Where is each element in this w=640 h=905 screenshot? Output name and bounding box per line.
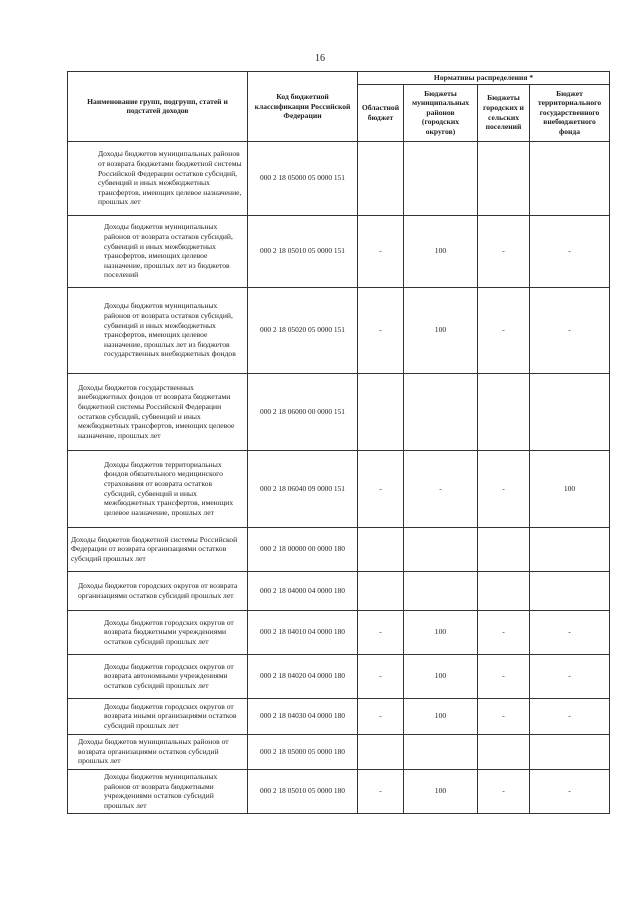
cell-regional	[358, 734, 404, 769]
row-code: 000 2 18 04030 04 0000 180	[248, 698, 358, 734]
row-name: Доходы бюджетов городских округов от возврата иными организациями остатков субсидий прошлых лет	[68, 698, 248, 734]
row-name: Доходы бюджетов муниципальных районов от возврата остатков субсидий, субвенций и иных межбюджетных трансфертов, имеющих целевое назначение, прошлых лет из бюджетов поселений	[68, 215, 248, 287]
cell-settlements: -	[478, 698, 530, 734]
cell-municipal	[404, 141, 478, 215]
table-row	[68, 215, 610, 287]
cell-settlements: -	[478, 287, 530, 373]
cell-fund: 100	[530, 450, 610, 527]
table-row	[68, 769, 610, 813]
cell-regional: -	[358, 287, 404, 373]
header-norms: Нормативы распределения *	[358, 72, 610, 85]
cell-fund	[530, 373, 610, 450]
row-code: 000 2 18 05020 05 0000 151	[248, 287, 358, 373]
header-code: Код бюджетной классификации Российской Федерации	[248, 72, 358, 142]
table-row	[68, 450, 610, 527]
cell-settlements	[478, 527, 530, 571]
cell-municipal: 100	[404, 769, 478, 813]
row-code: 000 2 18 00000 00 0000 180	[248, 527, 358, 571]
row-name: Доходы бюджетов муниципальных районов от возврата бюджетными учреждениями остатков субсидий прошлых лет	[68, 769, 248, 813]
table-row	[68, 141, 610, 215]
cell-regional: -	[358, 215, 404, 287]
header-name: Наименование групп, подгрупп, статей и подстатей доходов	[68, 72, 248, 142]
revenue-distribution-table	[67, 71, 610, 814]
cell-settlements: -	[478, 654, 530, 698]
cell-regional: -	[358, 698, 404, 734]
cell-fund	[530, 571, 610, 610]
row-name: Доходы бюджетов муниципальных районов от возврата бюджетами бюджетной системы Российской Федерации остатков субсидий, субвенций и иных межбюджетных трансфертов, имеющих целевое назначение, прошлых лет	[68, 141, 248, 215]
cell-settlements	[478, 373, 530, 450]
cell-municipal: 100	[404, 287, 478, 373]
cell-settlements	[478, 734, 530, 769]
row-code: 000 2 18 04010 04 0000 180	[248, 610, 358, 654]
row-name: Доходы бюджетов муниципальных районов от возврата организациями остатков субсидий прошлых лет	[68, 734, 248, 769]
cell-municipal	[404, 734, 478, 769]
row-name: Доходы бюджетов территориальных фондов обязательного медицинского страхования от возврата остатков субсидий, субвенций и иных межбюджетных трансфертов, имеющих целевое назначение, прошлых лет	[68, 450, 248, 527]
cell-municipal: 100	[404, 698, 478, 734]
cell-regional	[358, 141, 404, 215]
cell-regional: -	[358, 450, 404, 527]
cell-settlements: -	[478, 769, 530, 813]
cell-fund: -	[530, 287, 610, 373]
cell-municipal: -	[404, 450, 478, 527]
cell-regional: -	[358, 610, 404, 654]
cell-settlements	[478, 141, 530, 215]
row-name: Доходы бюджетов городских округов от возврата бюджетными учреждениями остатков субсидий прошлых лет	[68, 610, 248, 654]
row-code: 000 2 18 05000 05 0000 180	[248, 734, 358, 769]
row-code: 000 2 18 06040 09 0000 151	[248, 450, 358, 527]
header-fund: Бюджет территориального государственного внебюджетного фонда	[530, 84, 610, 141]
cell-regional	[358, 373, 404, 450]
row-name: Доходы бюджетов государственных внебюджетных фондов от возврата бюджетами бюджетной системы Российской Федерации остатков субсидий, субвенций и иных межбюджетных трансфертов, имеющих целевое назначение, прошлых лет	[68, 373, 248, 450]
cell-municipal	[404, 527, 478, 571]
cell-fund	[530, 527, 610, 571]
cell-regional: -	[358, 769, 404, 813]
row-name: Доходы бюджетов городских округов от возврата организациями остатков субсидий прошлых лет	[68, 571, 248, 610]
row-code: 000 2 18 05010 05 0000 180	[248, 769, 358, 813]
cell-municipal	[404, 571, 478, 610]
row-code: 000 2 18 04020 04 0000 180	[248, 654, 358, 698]
row-name: Доходы бюджетов бюджетной системы Российской Федерации от возврата организациями остатков субсидий прошлых лет	[68, 527, 248, 571]
table-row	[68, 654, 610, 698]
table-row	[68, 610, 610, 654]
table-row	[68, 698, 610, 734]
header-municipal: Бюджеты муниципальных районов (городских округов)	[404, 84, 478, 141]
cell-fund: -	[530, 654, 610, 698]
cell-regional	[358, 571, 404, 610]
cell-municipal: 100	[404, 215, 478, 287]
table-row	[68, 373, 610, 450]
cell-fund: -	[530, 610, 610, 654]
cell-fund: -	[530, 215, 610, 287]
cell-settlements: -	[478, 215, 530, 287]
cell-municipal: 100	[404, 610, 478, 654]
table-row	[68, 287, 610, 373]
cell-municipal: 100	[404, 654, 478, 698]
row-code: 000 2 18 05010 05 0000 151	[248, 215, 358, 287]
header-regional: Областной бюджет	[358, 84, 404, 141]
cell-fund	[530, 734, 610, 769]
cell-regional	[358, 527, 404, 571]
row-name: Доходы бюджетов муниципальных районов от возврата остатков субсидий, субвенций и иных межбюджетных трансфертов, имеющих целевое назначение, прошлых лет из бюджетов государственных внебюджетных фондов	[68, 287, 248, 373]
cell-regional: -	[358, 654, 404, 698]
row-name: Доходы бюджетов городских округов от возврата автономными учреждениями остатков субсидий прошлых лет	[68, 654, 248, 698]
cell-settlements	[478, 571, 530, 610]
cell-municipal	[404, 373, 478, 450]
row-code: 000 2 18 06000 00 0000 151	[248, 373, 358, 450]
cell-fund: -	[530, 769, 610, 813]
row-code: 000 2 18 04000 04 0000 180	[248, 571, 358, 610]
cell-settlements: -	[478, 610, 530, 654]
cell-fund: -	[530, 698, 610, 734]
header-settlements: Бюджеты городских и сельских поселений	[478, 84, 530, 141]
table-row	[68, 571, 610, 610]
table-row	[68, 734, 610, 769]
page-number: 16	[315, 53, 325, 64]
table-row	[68, 527, 610, 571]
cell-settlements: -	[478, 450, 530, 527]
row-code: 000 2 18 05000 05 0000 151	[248, 141, 358, 215]
cell-fund	[530, 141, 610, 215]
